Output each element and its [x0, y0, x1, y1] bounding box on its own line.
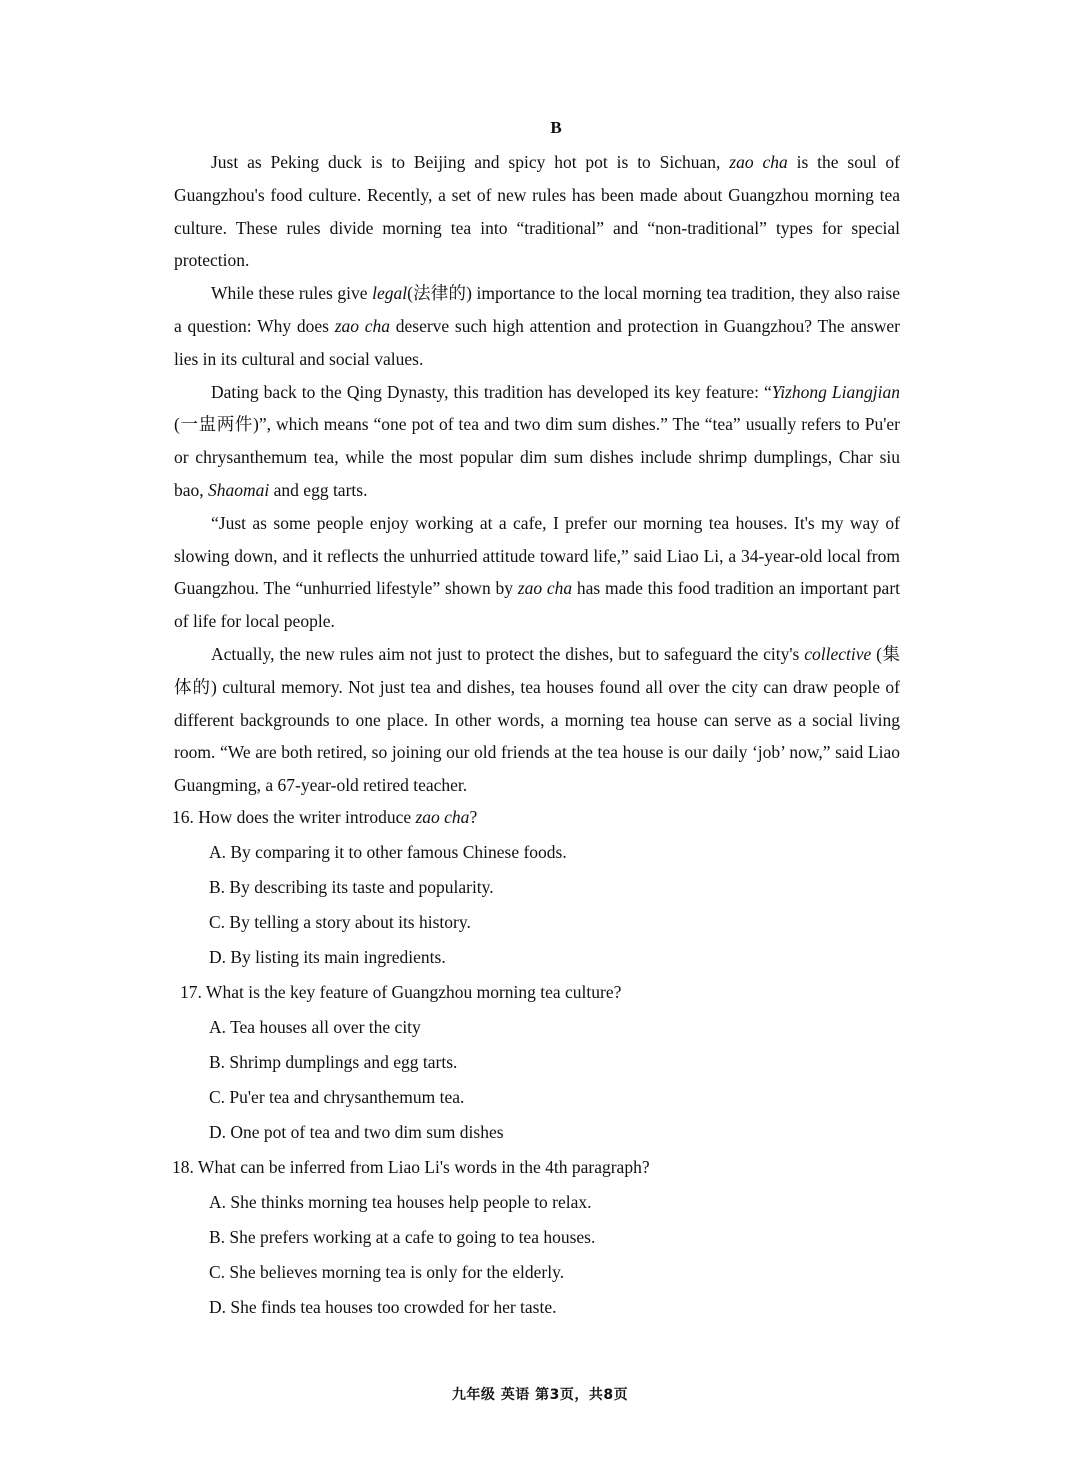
question-17-option-c: C. Pu'er tea and chrysanthemum tea. — [209, 1087, 465, 1107]
paragraph-3: Dating back to the Qing Dynasty, this tradition has developed its key feature: “Yizhong Liangjian (一盅两件)”, which means “one pot of tea and two dim sum dishes.” The “tea” usually refers to Pu'er or chrysanthemum tea, while the most popular dim sum dishes include shrimp dumplings, Char siu bao, Shaomai and egg tarts. — [174, 381, 900, 500]
paragraph-2: While these rules give legal(法律的) importance to the local morning tea tradition, they also raise a question: Why does zao cha deserve such high attention and protection in Guangzhou? The answer lies in its cultural and social values. — [174, 283, 901, 369]
question-18-option-c: C. She believes morning tea is only for the elderly. — [209, 1262, 565, 1282]
questions-section — [172, 800, 902, 1325]
question-17-option-a: A. Tea houses all over the city — [209, 1017, 421, 1037]
question-17 — [172, 975, 902, 1150]
question-18 — [172, 1150, 902, 1325]
reading-passage — [174, 146, 900, 802]
question-17-stem: 17. What is the key feature of Guangzhou morning tea culture? — [180, 982, 622, 1002]
question-16 — [172, 800, 902, 975]
question-18-option-b: B. She prefers working at a cafe to going to tea houses. — [209, 1227, 596, 1247]
question-17-option-d: D. One pot of tea and two dim sum dishes — [209, 1122, 504, 1142]
question-16-option-a: A. By comparing it to other famous Chinese foods. — [209, 842, 567, 862]
question-17-option-b: B. Shrimp dumplings and egg tarts. — [209, 1052, 458, 1072]
question-18-stem: 18. What can be inferred from Liao Li's words in the 4th paragraph? — [172, 1157, 650, 1177]
question-16-option-c: C. By telling a story about its history. — [209, 912, 471, 932]
question-16-stem: 16. How does the writer introduce zao cha? — [172, 807, 478, 827]
paragraph-1: Just as Peking duck is to Beijing and spicy hot pot is to Sichuan, zao cha is the soul of Guangzhou's food culture. Recently, a set of new rules has been made about Guangzhou morning tea culture. These rules divide morning tea into “traditional” and “non-traditional” types for special protection. — [174, 152, 900, 271]
question-16-option-b: B. By describing its taste and popularity. — [209, 877, 494, 897]
paragraph-4: “Just as some people enjoy working at a cafe, I prefer our morning tea houses. It's my way of slowing down, and it reflects the unhurried attitude toward life,” said Liao Li, a 34-year-old local from Guangzhou. The “unhurried lifestyle” shown by zao cha has made this food tradition an important part of life for local people. — [174, 512, 901, 632]
page-footer: 九年级 英语 第3页，共8页 — [451, 1387, 629, 1403]
paragraph-5: Actually, the new rules aim not just to protect the dishes, but to safeguard the city's collective (集体的) cultural memory. Not just tea and dishes, tea houses found all over the city can draw people of different backgrounds to one place. In other words, a morning tea house can serve as a social living room. “We are both retired, so joining our old friends at the tea house is our daily ‘job’ now,” said Liao Guangming, a 67-year-old retired teacher. — [174, 643, 901, 796]
question-18-option-a: A. She thinks morning tea houses help people to relax. — [209, 1192, 592, 1212]
question-16-option-d: D. By listing its main ingredients. — [209, 947, 446, 967]
question-18-option-d: D. She finds tea houses too crowded for her taste. — [209, 1297, 557, 1317]
section-title: B — [550, 118, 562, 137]
